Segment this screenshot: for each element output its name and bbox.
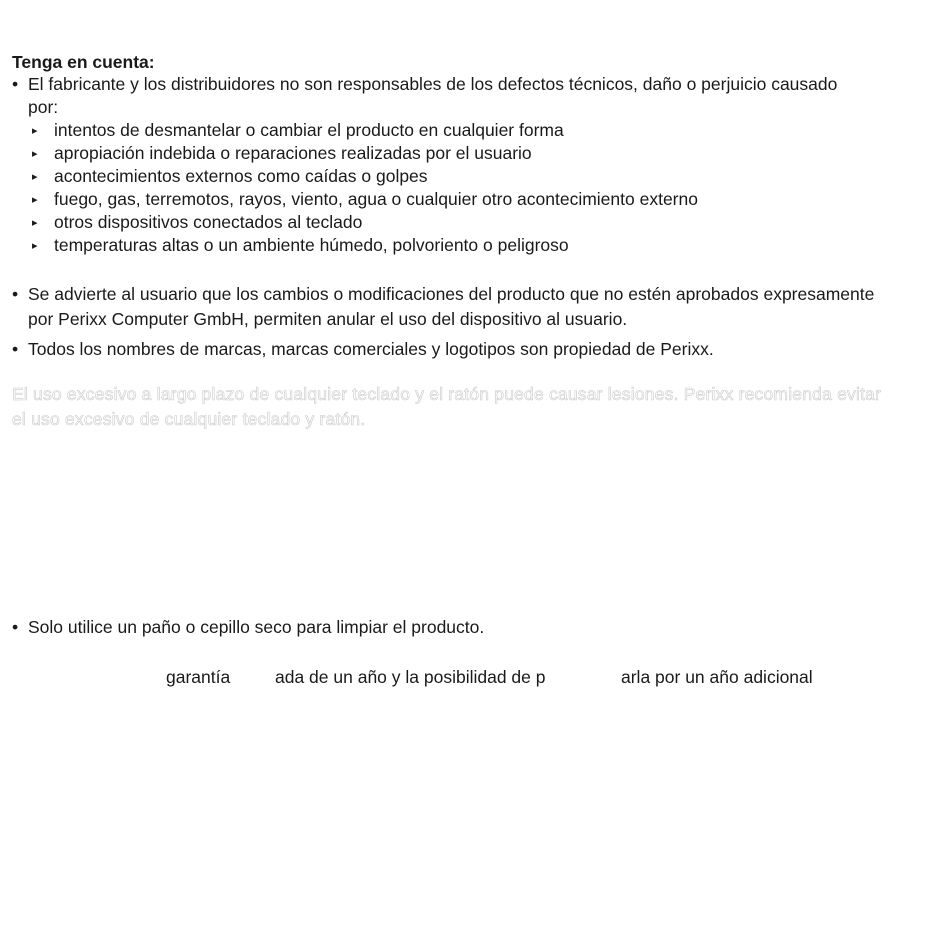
health-warning-line: el uso excesivo de cualquier teclado y ratón. [12, 409, 366, 429]
arrow-bullet-icon: ▸ [32, 171, 38, 183]
bullet-continuation: por: [28, 97, 59, 117]
arrow-bullet-icon: ▸ [32, 240, 38, 252]
bullet-text: Todos los nombres de marcas, marcas comerciales y logotipos son propiedad de Perixx. [28, 339, 714, 359]
sub-list-item [32, 188, 698, 211]
bullet-text: Solo utilice un paño o cepillo seco para limpiar el producto. [28, 617, 485, 637]
bullet-icon: • [12, 74, 19, 94]
warranty-fragment: garantía [166, 667, 231, 687]
sub-list-item-text: fuego, gas, terremotos, rayos, viento, agua o cualquier otro acontecimiento externo [54, 189, 698, 209]
sub-list-item [32, 119, 564, 142]
bullet-item-trademarks [12, 338, 714, 360]
sub-list-item [32, 211, 362, 234]
sub-list-item [32, 142, 532, 165]
sub-list-item-text: intentos de desmantelar o cambiar el producto en cualquier forma [54, 120, 564, 140]
arrow-bullet-icon: ▸ [32, 125, 38, 137]
arrow-bullet-icon: ▸ [32, 194, 38, 206]
bullet-item-modifications [12, 283, 874, 305]
arrow-bullet-icon: ▸ [32, 217, 38, 229]
sub-list-item [32, 165, 428, 188]
section-heading: Tenga en cuenta: [12, 52, 155, 72]
sub-list-item-text: temperaturas altas o un ambiente húmedo, polvoriento o peligroso [54, 235, 569, 255]
arrow-bullet-icon: ▸ [32, 148, 38, 160]
bullet-text: El fabricante y los distribuidores no son responsables de los defectos técnicos, daño o perjuicio causado [28, 74, 838, 94]
warranty-fragment: ada de un año y la posibilidad de p [275, 667, 546, 687]
sub-list-item-text: apropiación indebida o reparaciones realizadas por el usuario [54, 143, 532, 163]
health-warning-line: El uso excesivo a largo plazo de cualquier teclado y el ratón puede causar lesiones. Perixx recomienda evitar [12, 384, 882, 404]
bullet-continuation: por Perixx Computer GmbH, permiten anular el uso del dispositivo al usuario. [28, 309, 628, 329]
bullet-icon: • [12, 284, 19, 304]
warranty-fragment: arla por un año adicional [621, 667, 813, 687]
sub-list-item [32, 234, 569, 257]
bullet-text: Se advierte al usuario que los cambios o modificaciones del producto que no estén aprobados expresamente [28, 284, 875, 304]
sub-list-item-text: otros dispositivos conectados al teclado [54, 212, 363, 232]
bullet-item-liability [12, 73, 837, 95]
bullet-icon: • [12, 617, 19, 637]
sub-list-item-text: acontecimientos externos como caídas o golpes [54, 166, 428, 186]
bullet-item-cleaning [12, 616, 484, 638]
bullet-icon: • [12, 339, 19, 359]
